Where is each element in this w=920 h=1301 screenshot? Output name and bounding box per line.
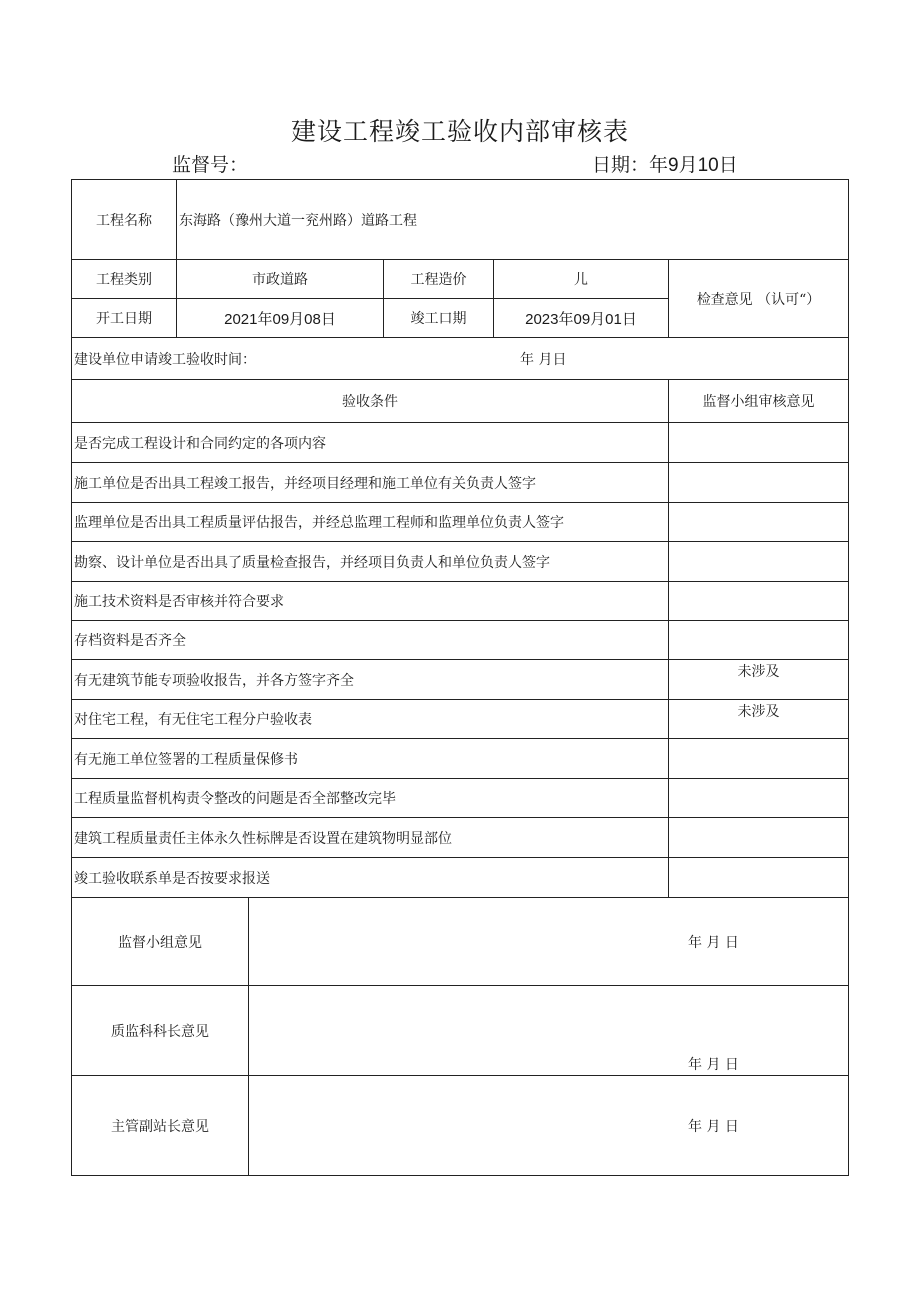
project-type-value: 市政道路	[252, 272, 308, 288]
condition-opinion	[669, 621, 848, 659]
completion-date-label: 竣工口期	[410, 311, 467, 327]
condition-text: 监理单位是否出具工程质量评估报告，并经总监理工程师和监理单位负责人签字	[74, 515, 564, 531]
date-value: 年9月10日	[649, 155, 738, 176]
completion-date-value: 2023年09月01日	[525, 310, 637, 328]
signoff-date: 年 月 日	[688, 1118, 739, 1135]
signoff-label: 主管副站长意见	[111, 1118, 209, 1135]
condition-opinion: 未涉及	[737, 664, 780, 680]
condition-text: 有无建筑节能专项验收报告，并各方签字齐全	[74, 672, 354, 689]
condition-opinion	[669, 463, 848, 502]
project-name-label: 工程名称	[96, 212, 152, 229]
project-cost-value: 儿	[574, 272, 588, 288]
table-border-bottom	[71, 1175, 849, 1176]
condition-text: 施工技术资料是否审核并符合要求	[74, 594, 284, 610]
condition-opinion	[669, 858, 848, 897]
signoff-label: 质监科科长意见	[111, 1023, 209, 1040]
signoff-date: 年 月 日	[688, 934, 739, 951]
project-type-label: 工程类别	[96, 272, 152, 288]
review-header: 监督小组审核意见	[702, 394, 815, 410]
signoff-label: 监督小组意见	[118, 934, 202, 951]
condition-text: 是否完成工程设计和合同约定的各项内容	[74, 435, 326, 452]
supervision-no-label: 监督号：	[172, 154, 249, 176]
grid-line	[248, 897, 249, 1176]
condition-text: 对住宅工程，有无住宅工程分户验收表	[74, 712, 312, 728]
start-date-value: 2021年09月08日	[224, 310, 336, 328]
condition-text: 工程质量监督机构责令整改的问题是否全部整改完毕	[74, 791, 396, 807]
condition-opinion	[669, 818, 848, 857]
condition-opinion	[669, 423, 848, 462]
date-label: 日期：	[592, 154, 650, 176]
condition-opinion	[669, 503, 848, 541]
apply-time-value: 年 月日	[520, 351, 567, 368]
date-line	[592, 150, 738, 177]
start-date-label: 开工日期	[96, 311, 152, 327]
condition-text: 建筑工程质量责任主体永久性标牌是否设置在建筑物明显部位	[74, 830, 452, 847]
apply-time-label: 建设单位申请竣工验收时间：	[74, 351, 256, 368]
condition-opinion	[669, 582, 848, 620]
project-cost-label: 工程造价	[410, 272, 467, 288]
condition-text: 有无施工单位签署的工程质量保修书	[74, 751, 298, 768]
condition-opinion	[669, 779, 848, 817]
condition-text: 竣工验收联系单是否按要求报送	[74, 870, 270, 887]
condition-opinion	[669, 739, 848, 778]
inspection-opinion-label: 检查意见 （认可“）	[696, 291, 821, 308]
conditions-header: 验收条件	[342, 394, 398, 410]
page-title: 建设工程竣工验收内部审核表	[290, 117, 629, 146]
condition-opinion: 未涉及	[737, 704, 780, 720]
condition-text: 施工单位是否出具工程竣工报告，并经项目经理和施工单位有关负责人签字	[74, 475, 536, 492]
project-name-value: 东海路（豫州大道一兖州路）道路工程	[179, 212, 417, 229]
table-border-right	[848, 179, 849, 1176]
condition-text: 存档资料是否齐全	[74, 633, 186, 649]
condition-text: 勘察、设计单位是否出具了质量检查报告，并经项目负责人和单位负责人签字	[74, 554, 550, 571]
condition-opinion	[669, 542, 848, 581]
signoff-date: 年 月 日	[688, 1057, 739, 1073]
